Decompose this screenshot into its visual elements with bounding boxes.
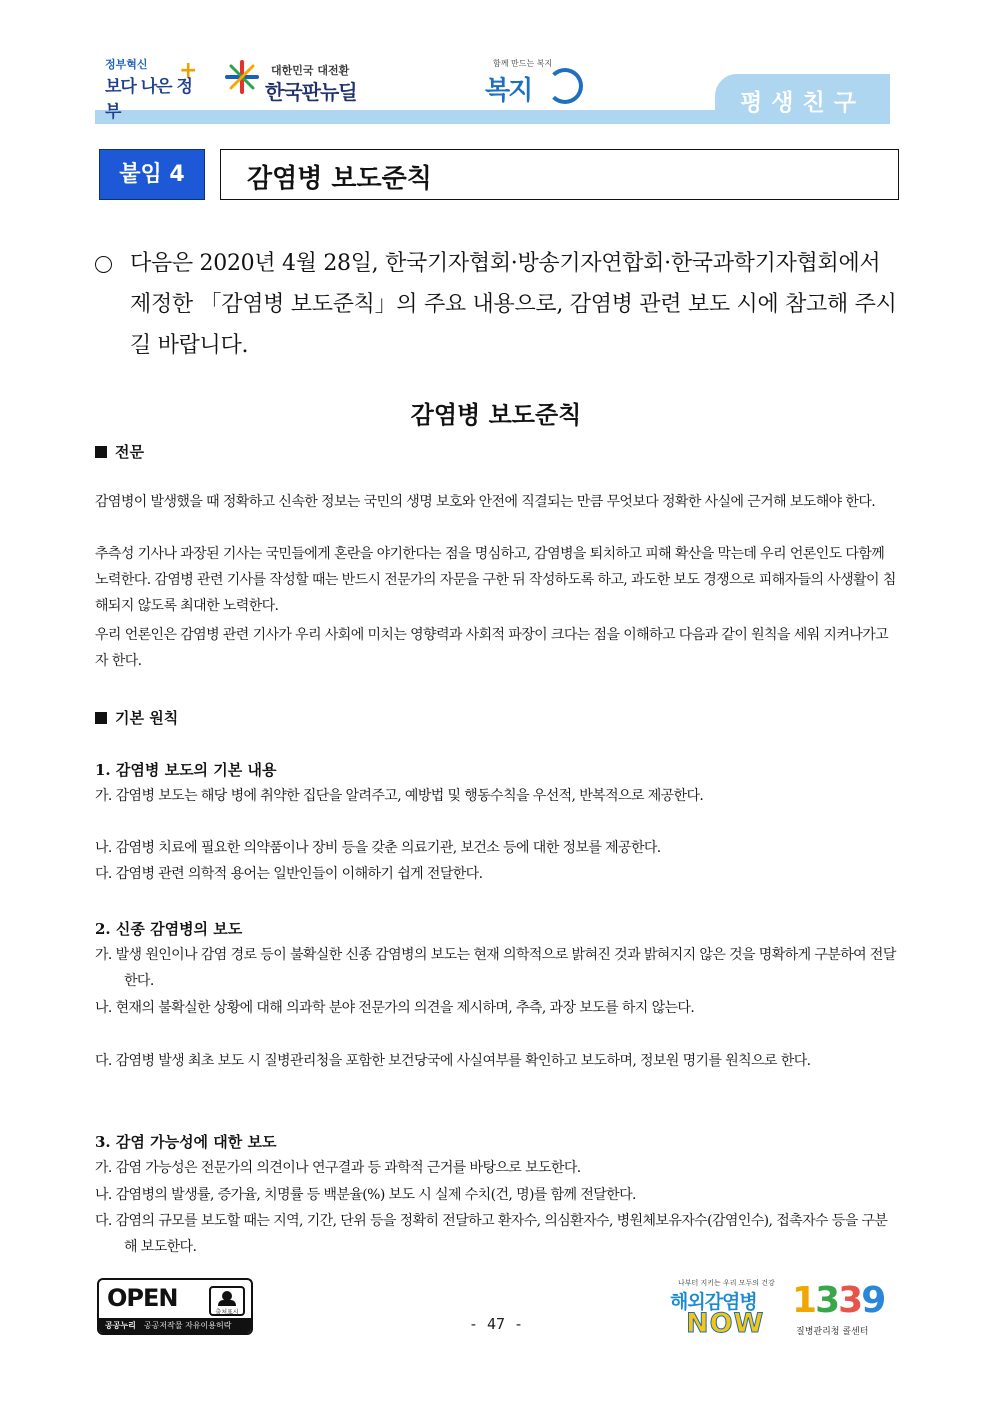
principles-heading <box>95 707 178 728</box>
page-number: - 47 - <box>468 1315 524 1333</box>
kogl-bar-desc: 공공저작물 자유이용허락 <box>143 1321 232 1330</box>
section-1-item-3: 다. 감염병 관련 의학적 용어는 일반인들이 이해하기 쉽게 전달한다. <box>95 866 483 882</box>
korean-new-deal-logo <box>225 56 365 106</box>
section-2-item-3: 다. 감염병 발생 최초 보도 시 질병관리청을 포함한 보건당국에 사실여부를 확인하고 보도하며, 정보원 명기를 원칙으로 한다. <box>95 1053 811 1069</box>
intro-text: 다음은 2020년 4월 28일, 한국기자협회·방송기자연합회·한국과학기자협회에서 제정한 「감염병 보도준칙」의 주요 내용으로, 감염병 관련 보도 시에 참고해 주시길 바랍니다. <box>130 251 897 358</box>
new-deal-logo-line2: 한국판뉴딜 <box>265 80 357 104</box>
bokji-logo-word: 복지 <box>485 76 532 106</box>
section-2-item-1: 가. 발생 원인이나 감염 경로 등이 불확실한 신종 감염병의 보도는 현재 의학적으로 밝혀진 것과 밝혀지지 않은 것을 명확하게 구분하여 전달한다. <box>95 947 896 989</box>
preamble-paragraph-3: 우리 언론인은 감염병 관련 기사가 우리 사회에 미치는 영향력과 사회적 파장이 크다는 점을 이해하고 다음과 같이 원칙을 세워 지켜나가고자 한다. <box>95 627 889 669</box>
overseas-logo-tagline: 나부터 지키는 우리 모두의 건강 <box>678 1279 775 1287</box>
gov-logo-line1: 정부혁신 <box>105 58 148 71</box>
bokji-ring-icon <box>547 68 583 104</box>
page-header <box>95 44 890 124</box>
annex-badge: 붙임 4 <box>99 149 205 200</box>
section-3-item-1: 가. 감염 가능성은 전문가의 의견이나 연구결과 등 과학적 근거를 바탕으로 보도한다. <box>95 1160 581 1176</box>
overseas-logo-now: NOW <box>686 1308 765 1339</box>
header-tab-label: 평생친구 <box>740 90 865 116</box>
section-1-item-1: 가. 감염병 보도는 해당 병에 취약한 집단을 알려주고, 예방법 및 행동수칙을 우선적, 반복적으로 제공한다. <box>95 788 704 804</box>
kdca-1339-logo <box>790 1280 900 1340</box>
section-3-item-2: 나. 감염병의 발생률, 증가율, 치명률 등 백분율(%) 보도 시 실제 수치(건, 명)를 함께 전달한다. <box>95 1187 636 1203</box>
plus-icon: + <box>179 58 198 83</box>
overseas-infection-now-logo <box>668 1278 778 1340</box>
page-title: 감염병 보도준칙 <box>247 164 432 194</box>
bokji-logo <box>483 54 583 110</box>
preamble-paragraph-2: 추측성 기사나 과장된 기사는 국민들에게 혼란을 야기한다는 점을 명심하고, 감염병을 퇴치하고 피해 확산을 막는데 우리 언론인도 다함께 노력한다. 감염병 관련 기사를 작성할 때는 반드시 전문가의 자문을 구한 뒤 작성하도록 하고, 과도한 보도 경쟁으로 피해자들의 사생활이 침해되지 않도록 최대한 노력한다. <box>95 546 896 614</box>
preamble-heading-label: 전문 <box>115 443 144 461</box>
attribution-person-icon <box>209 1286 245 1316</box>
section-2-item-2: 나. 현재의 불확실한 상황에 대해 의과학 분야 전문가의 의견을 제시하며, 추측, 과장 보도를 하지 않는다. <box>95 1000 695 1016</box>
call-center-label: 질병관리청 콜센터 <box>796 1327 869 1337</box>
open-word: OPEN <box>107 1284 178 1312</box>
header-tab <box>715 74 890 124</box>
circle-bullet-icon <box>95 256 112 273</box>
new-deal-star-icon <box>225 60 259 94</box>
gov-innovation-logo <box>105 56 205 122</box>
section-1-item-2: 나. 감염병 치료에 필요한 의약품이나 장비 등을 갖춘 의료기관, 보건소 등에 대한 정보를 제공한다. <box>95 840 661 856</box>
section-3-title: 3. 감염 가능성에 대한 보도 <box>95 1133 277 1151</box>
section-3-item-3: 다. 감염의 규모를 보도할 때는 지역, 기간, 단위 등을 정확히 전달하고 환자수, 의심환자수, 병원체보유자수(감염인수), 접촉자수 등을 구분해 보도한다. <box>95 1213 888 1255</box>
title-box <box>220 149 899 200</box>
section-1-title: 1. 감염병 보도의 기본 내용 <box>95 761 277 779</box>
square-bullet-icon <box>95 446 107 458</box>
bokji-logo-tagline: 함께 만드는 복지 <box>493 59 553 68</box>
square-bullet-icon <box>95 712 107 724</box>
overseas-logo-title: 해외감염병 <box>670 1291 757 1313</box>
section-2-title: 2. 신종 감염병의 보도 <box>95 920 243 938</box>
principles-heading-label: 기본 원칙 <box>115 709 179 727</box>
main-heading: 감염병 보도준칙 <box>410 401 582 429</box>
kogl-bar-name: 공공누리 <box>105 1321 136 1330</box>
attribution-label: 출처표시 <box>215 1309 239 1316</box>
preamble-heading <box>95 441 144 462</box>
new-deal-logo-line1: 대한민국 대전환 <box>271 64 350 77</box>
gov-logo-line2: 보다 나은 정부 <box>105 77 192 122</box>
call-number: 1339 <box>792 1280 885 1321</box>
preamble-paragraph-1: 감염병이 발생했을 때 정확하고 신속한 정보는 국민의 생명 보호와 안전에 직결되는 만큼 무엇보다 정확한 사실에 근거해 보도해야 한다. <box>95 494 876 510</box>
